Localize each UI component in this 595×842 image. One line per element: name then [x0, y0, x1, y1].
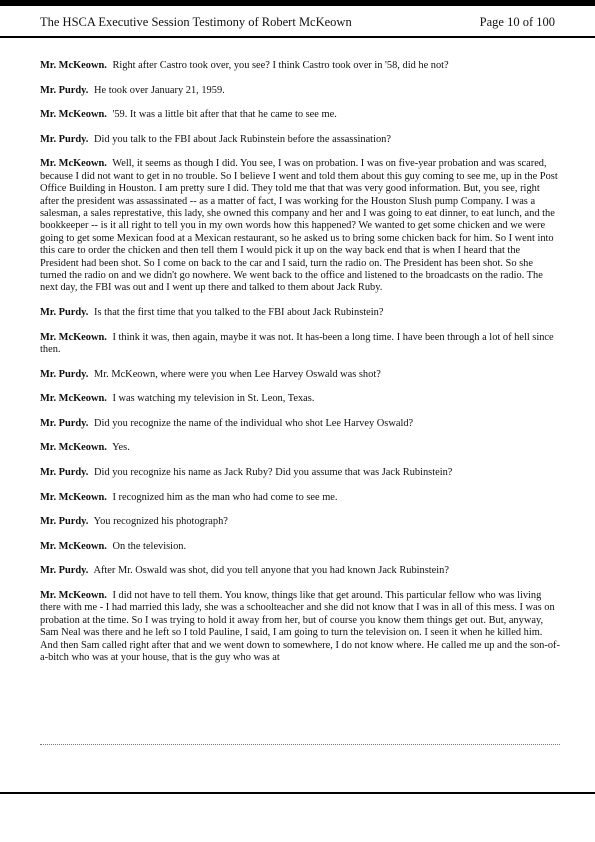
statement-text: After Mr. Oswald was shot, did you tell anyone that you had known Jack Rubinstein?: [93, 565, 449, 577]
speaker-label: Mr. Purdy.: [40, 467, 89, 478]
testimony-body: [40, 60, 560, 677]
statement-text: Did you recognize the name of the individual who shot Lee Harvey Oswald?: [94, 417, 414, 429]
testimony-paragraph: [40, 590, 560, 664]
page-number: Page 10 of 100: [479, 15, 555, 29]
statement-text: I did not have to tell them. You know, things like that get around. This particular fellow who was living there with me - I had married this lady, she was a schoolteacher and she did not know that I was in all of this mess. I was on probation at the time. So I was trying to hold it away from her, but of course you know them things get out. But, anyway, Sam Neal was there and he left so I told Pauline, I said, I am going to turn the television on. I seen it when he killed him. And then Sam called right after that and we went down to somewhere, I do not know where. He called me up and the son-of-a-bitch who was at your house, that is the guy who was at: [40, 589, 560, 663]
statement-text: I recognized him as the man who had come to see me.: [112, 491, 338, 503]
speaker-label: Mr. McKeown.: [40, 393, 107, 405]
speaker-label: Mr. Purdy.: [40, 565, 89, 577]
speaker-label: Mr. McKeown.: [40, 331, 107, 343]
statement-text: I was watching my television in St. Leon, Texas.: [112, 393, 315, 405]
speaker-label: Mr. Purdy.: [40, 368, 89, 380]
speaker-label: Mr. Purdy.: [40, 84, 89, 96]
speaker-label: Mr. McKeown.: [40, 60, 107, 71]
truncated-text-line: [40, 744, 560, 745]
testimony-paragraph: [40, 418, 560, 430]
testimony-paragraph: [40, 60, 560, 72]
testimony-paragraph: [40, 492, 560, 504]
testimony-paragraph: [40, 109, 560, 121]
statement-text: He took over January 21, 1959.: [94, 84, 225, 96]
document-title: The HSCA Executive Session Testimony of Robert McKeown: [40, 15, 352, 29]
speaker-label: Mr. Purdy.: [40, 516, 89, 528]
testimony-paragraph: [40, 85, 560, 97]
statement-text: Mr. McKeown, where were you when Lee Harvey Oswald was shot?: [94, 368, 381, 380]
testimony-paragraph: [40, 516, 560, 528]
testimony-paragraph: [40, 134, 560, 146]
speaker-label: Mr. McKeown.: [40, 491, 107, 503]
page-header: [40, 14, 555, 30]
speaker-label: Mr. McKeown.: [40, 442, 107, 454]
top-border-rule: [0, 0, 595, 6]
bottom-border-rule: [0, 792, 595, 794]
header-divider: [0, 36, 595, 38]
testimony-paragraph: [40, 369, 560, 381]
speaker-label: Mr. McKeown.: [40, 109, 107, 121]
speaker-label: Mr. Purdy.: [40, 307, 89, 319]
testimony-paragraph: [40, 393, 560, 405]
testimony-paragraph: [40, 467, 560, 479]
speaker-label: Mr. McKeown.: [40, 540, 107, 552]
statement-text: Well, it seems as though I did. You see, I was on probation. I was on five-year probation and was scared, because I did not want to get in no trouble. So I believe I went and told them about this guy coming to see me, up in the Post Office Building in Houston. I am pretty sure I did. They told me that that was very good information. But, you see, right after the president was assassinated -- as a matter of fact, I was working for the Houston Slush pump Company. I was a salesman, a sales represtative, this lady, she owned this company and her and I was going to eat dinner, to eat lunch, and the bookkeeper -- is it all right to tell you in my own words how this happened? We wanted to get some chicken and we were going to get some Mexican food at a Mexican restaurant, so he asked us to bring some chicken back for him. So I went into this care to order the chicken and then tell them I would pick it up on the way back end that is when I heard that the President had been shot. So I come on back to the car and I said, turn the radio on. The President has been shot. So she turned the radio on and we didn't go nowhere. We went back to the office and listened to the broadcasts on the radio. The next day, the FBI was out and I went up there and talked to them about Jack Ruby.: [40, 158, 558, 294]
statement-text: You recognized his photograph?: [93, 516, 228, 528]
statement-text: '59. It was a little bit after that that he came to see me.: [112, 109, 337, 121]
speaker-label: Mr. Purdy.: [40, 133, 89, 145]
statement-text: On the television.: [112, 540, 187, 552]
statement-text: Did you recognize his name as Jack Ruby? Did you assume that was Jack Rubinstein?: [94, 467, 453, 478]
speaker-label: Mr. McKeown.: [40, 589, 107, 601]
testimony-paragraph: [40, 565, 560, 577]
testimony-paragraph: [40, 307, 560, 319]
statement-text: Is that the first time that you talked to the FBI about Jack Rubinstein?: [94, 307, 384, 319]
speaker-label: Mr. Purdy.: [40, 417, 89, 429]
statement-text: I think it was, then again, maybe it was not. It has-been a long time. I have been through a lot of hell since then.: [40, 331, 554, 356]
testimony-paragraph: [40, 541, 560, 553]
statement-text: Did you talk to the FBI about Jack Rubinstein before the assassination?: [94, 133, 391, 145]
statement-text: Right after Castro took over, you see? I think Castro took over in '58, did he not?: [112, 60, 449, 71]
speaker-label: Mr. McKeown.: [40, 158, 107, 170]
testimony-paragraph: [40, 332, 560, 357]
testimony-paragraph: [40, 158, 560, 294]
testimony-paragraph: [40, 442, 560, 454]
statement-text: Yes.: [112, 442, 130, 454]
